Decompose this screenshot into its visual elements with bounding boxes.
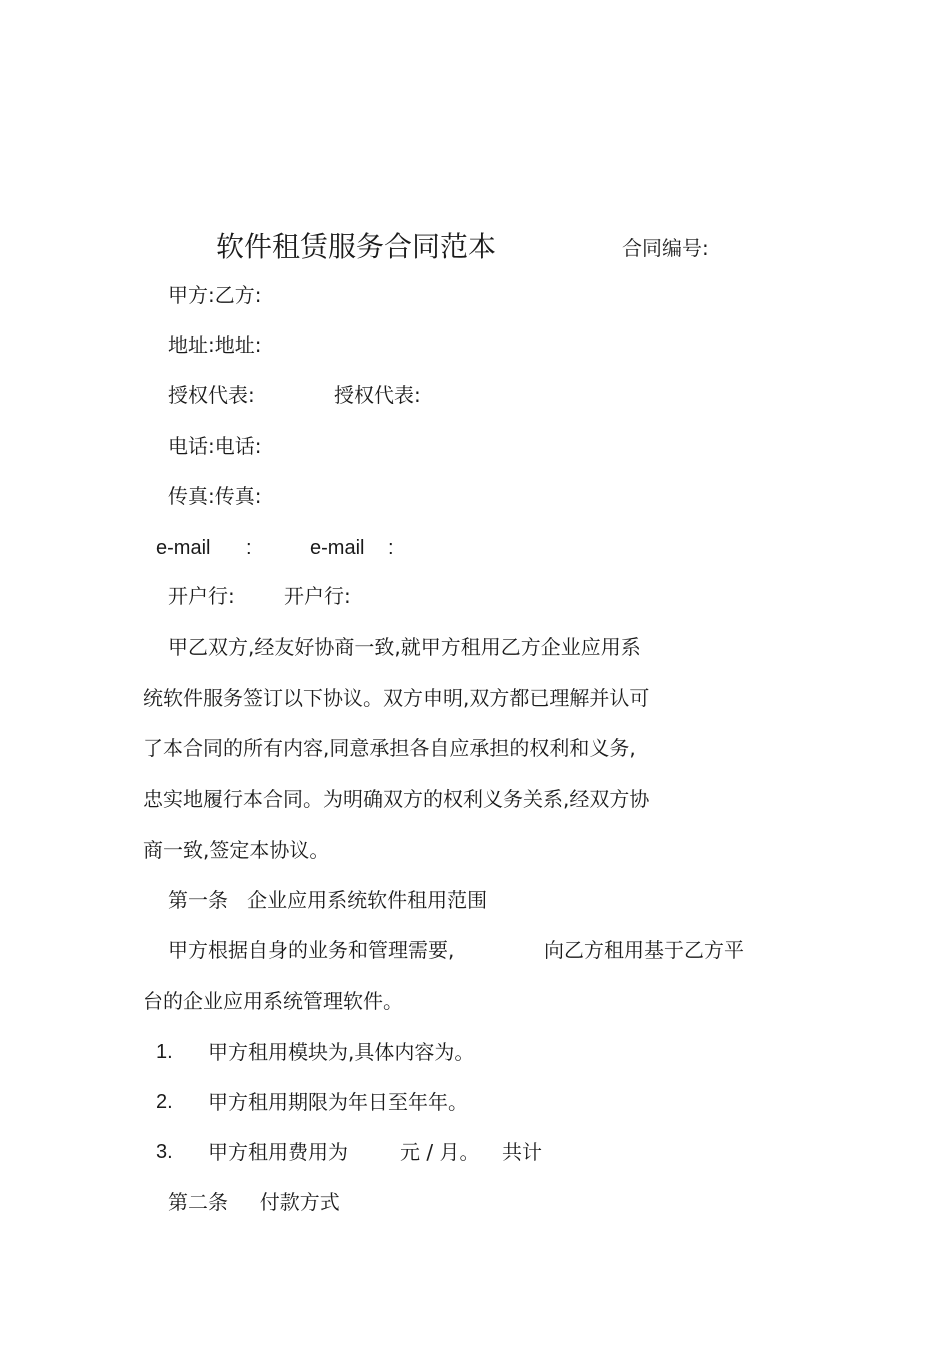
address-line: 地址:地址: <box>168 333 262 357</box>
intro-line-5: 商一致,签定本协议。 <box>143 838 330 862</box>
article-2-heading: 第二条 付款方式 <box>168 1190 340 1214</box>
phone-line: 电话:电话: <box>168 434 262 458</box>
intro-line-3: 了本合同的所有内容,同意承担各自应承担的权利和义务, <box>143 736 636 760</box>
intro-line-4: 忠实地履行本合同。为明确双方的权利义务关系,经双方协 <box>143 787 650 811</box>
item-2-text: 甲方租用期限为年日至年年。 <box>208 1090 468 1114</box>
item-2-number: 2. <box>156 1091 173 1113</box>
item-3-text: 甲方租用费用为 <box>208 1140 348 1164</box>
item-1-number: 1. <box>156 1041 173 1063</box>
bank-a-label: 开户行: <box>168 584 235 608</box>
item-3-number: 3. <box>156 1141 173 1163</box>
email-a-label: e-mail <box>156 537 211 559</box>
item-1-text: 甲方租用模块为,具体内容为。 <box>208 1040 475 1064</box>
email-b-colon: : <box>388 537 394 559</box>
fee-total-label: 共计 <box>502 1140 542 1164</box>
contract-title: 软件租赁服务合同范本 <box>216 230 497 263</box>
contract-number-label: 合同编号: <box>622 236 709 260</box>
rep-b-label: 授权代表: <box>334 383 421 407</box>
rep-a-label: 授权代表: <box>168 383 255 407</box>
article-1-line-1b: 向乙方租用基于乙方平 <box>544 938 744 962</box>
fee-unit: 元 / 月。 <box>400 1140 480 1164</box>
email-b-label: e-mail <box>310 537 365 559</box>
parties-line: 甲方:乙方: <box>168 283 262 307</box>
article-1-line-2: 台的企业应用系统管理软件。 <box>143 989 403 1013</box>
intro-line-2: 统软件服务签订以下协议。双方申明,双方都已理解并认可 <box>143 686 650 710</box>
bank-b-label: 开户行: <box>284 584 351 608</box>
fax-line: 传真:传真: <box>168 484 262 508</box>
article-1-line-1a: 甲方根据自身的业务和管理需要, <box>168 938 455 962</box>
email-a-colon: : <box>246 537 252 559</box>
intro-line-1: 甲乙双方,经友好协商一致,就甲方租用乙方企业应用系 <box>168 635 641 659</box>
article-1-heading: 第一条 企业应用系统软件租用范围 <box>168 888 488 912</box>
